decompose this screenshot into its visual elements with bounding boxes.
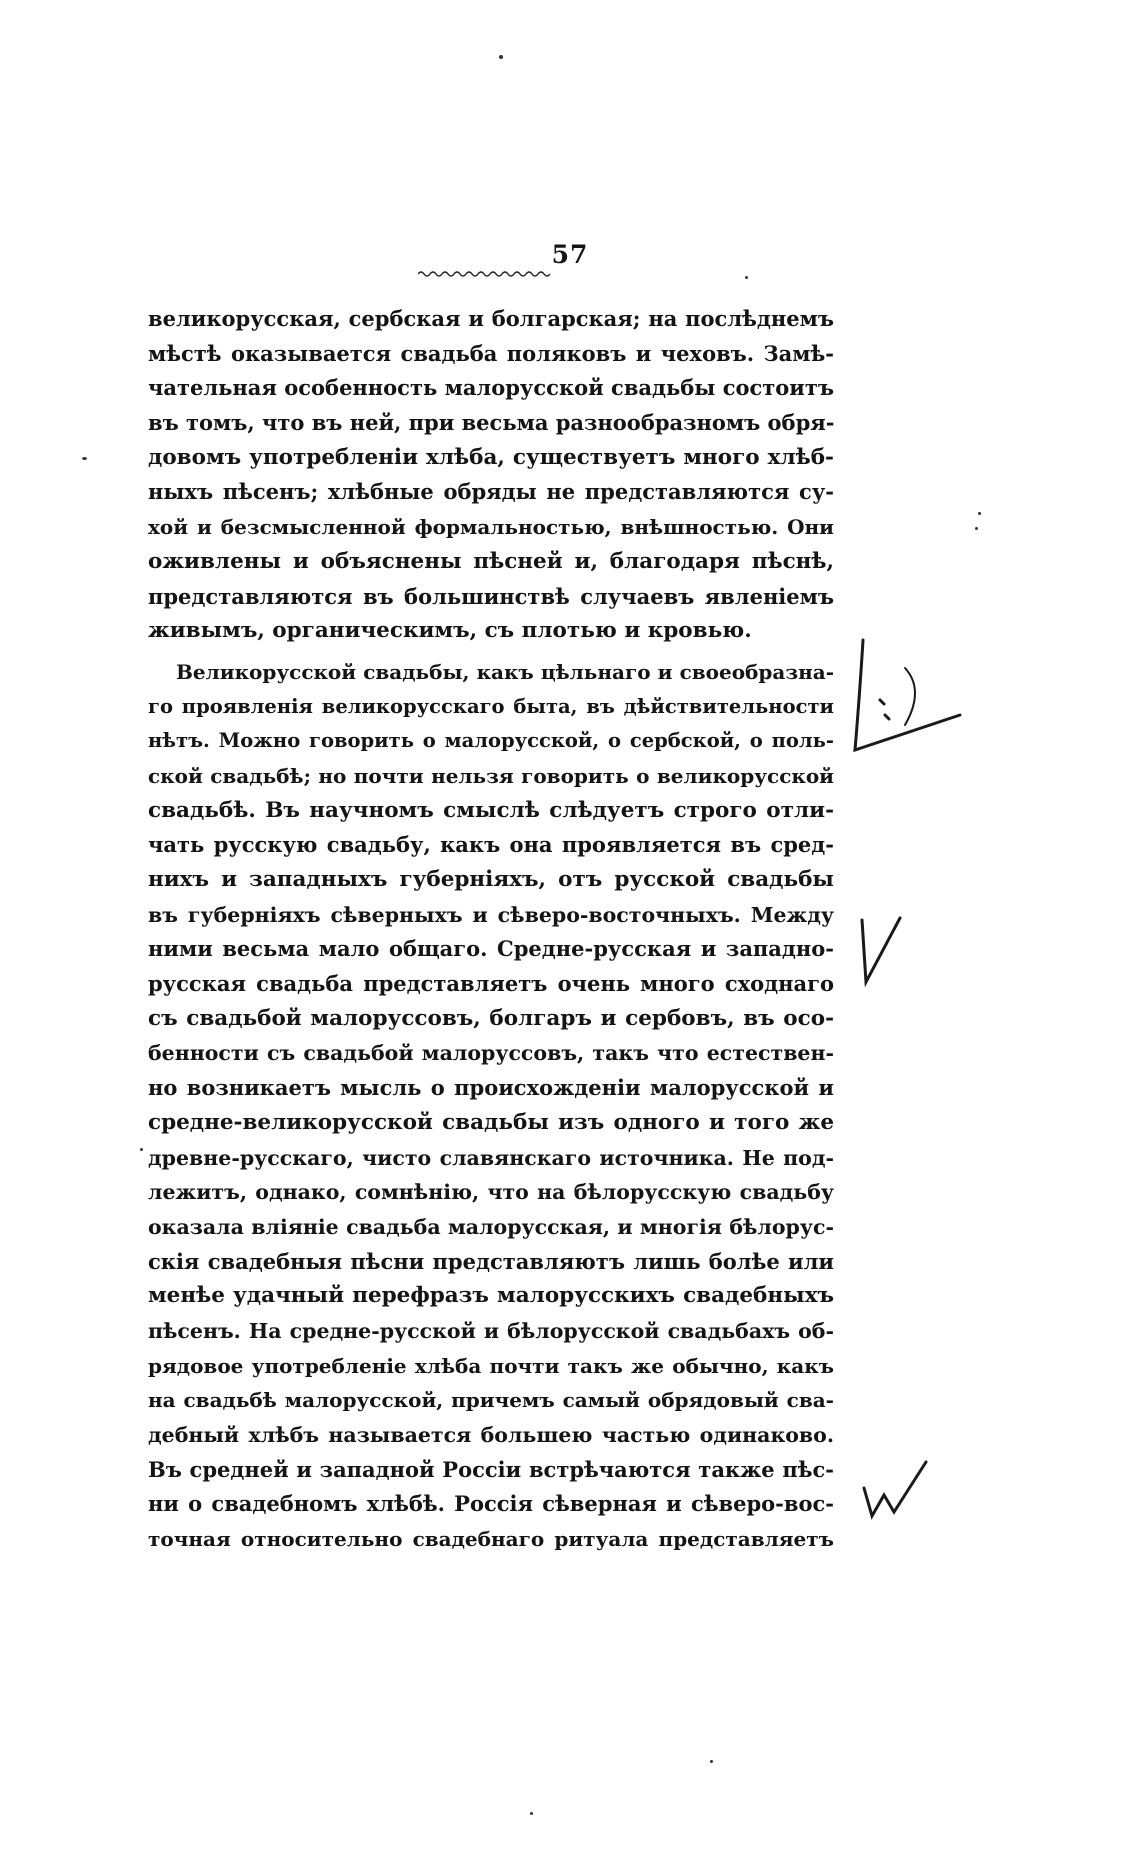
text-line: дебный хлѣбъ называется большею частью одинаково. <box>148 1423 834 1447</box>
text-line: оказала вліяніе свадьба малорусская, и многія бѣлорус- <box>148 1214 834 1239</box>
text-line: нѣтъ. Можно говорить о малорусской, о сербской, о поль- <box>148 729 834 753</box>
paper-speck <box>140 1148 143 1151</box>
text-line: лежитъ, однако, сомнѣнію, что на бѣлорусскую свадьбу <box>148 1180 834 1205</box>
text-line: хой и безсмысленной формальностью, внѣшностью. Они <box>148 515 834 540</box>
text-line: Великорусской свадьбы, какъ цѣльнаго и своеобразна- <box>176 659 834 684</box>
text-line: русская свадьба представляетъ очень много сходнаго <box>148 971 834 997</box>
text-line: скія свадебныя пѣсни представляютъ лишь болѣе или <box>148 1248 834 1274</box>
text-line: нихъ и западныхъ губерніяхъ, отъ русской свадьбы <box>148 867 834 892</box>
body-text <box>148 302 834 1557</box>
text-line: менѣе удачный перефразъ малорусскихъ свадебныхъ <box>148 1283 834 1309</box>
paper-speck <box>978 512 981 515</box>
paper-speck <box>82 457 87 460</box>
text-line: чательная особенность малорусской свадьбы состоитъ <box>148 375 834 401</box>
paragraph-1 <box>148 302 834 649</box>
paper-speck <box>530 1812 533 1815</box>
text-line: го проявленія великорусскаго быта, въ дѣйствительности <box>148 694 834 718</box>
w-check-mark-icon <box>864 1462 926 1516</box>
text-line: ныхъ пѣсенъ; хлѣбные обряды не представляются су- <box>148 479 834 505</box>
page-number: 57 <box>551 240 589 269</box>
paper-speck <box>745 276 748 279</box>
text-line: ними весьма мало общаго. Средне-русская и западно- <box>148 936 834 962</box>
text-line: оживлены и объяснены пѣсней и, благодаря пѣснѣ, <box>148 548 834 574</box>
text-line: мѣстѣ оказывается свадьба поляковъ и чеховъ. Замѣ- <box>148 340 834 366</box>
text-line: рядовое употребленіе хлѣба почти такъ же обычно, какъ <box>148 1353 834 1378</box>
text-line: чать русскую свадьбу, какъ она проявляется въ сред- <box>148 832 834 858</box>
text-line: Въ средней и западной Россіи встрѣчаются также пѣс- <box>148 1456 834 1482</box>
text-line: представляются въ большинствѣ случаевъ явленіемъ <box>148 583 834 609</box>
paragraph-2 <box>148 655 834 1557</box>
text-line: свадьбѣ. Въ научномъ смыслѣ слѣдуетъ строго отли- <box>148 797 834 823</box>
bracket-check-mark-icon <box>855 640 960 750</box>
paper-speck <box>710 1760 713 1763</box>
text-line: бенности съ свадьбой малоруссовъ, такъ что естествен- <box>148 1041 834 1066</box>
check-mark-icon <box>862 918 900 982</box>
text-line: съ свадьбой малоруссовъ, болгаръ и сербовъ, въ осо- <box>148 1005 834 1031</box>
text-line: ской свадьбѣ; но почти нельзя говорить о великорусской <box>148 763 834 788</box>
text-line: средне-великорусской свадьбы изъ одного и того же <box>148 1109 834 1135</box>
page-number-wavy-rule <box>418 270 552 278</box>
text-line: ни о свадебномъ хлѣбѣ. Россія сѣверная и сѣверо-вос- <box>148 1491 834 1517</box>
text-line: довомъ употребленіи хлѣба, существуетъ много хлѣб- <box>148 444 834 470</box>
text-line: древне-русскаго, чисто славянскаго источника. Не под- <box>148 1145 834 1170</box>
paper-speck <box>499 55 503 59</box>
text-line: въ губерніяхъ сѣверныхъ и сѣверо-восточныхъ. Между <box>148 902 834 927</box>
text-line: но возникаетъ мысль о происхожденіи малорусской и <box>148 1075 834 1101</box>
text-line: въ томъ, что въ ней, при весьма разнообразномъ обря- <box>148 410 834 436</box>
text-line: на свадьбѣ малорусской, причемъ самый обрядовый сва- <box>148 1388 834 1413</box>
text-line: великорусская, сербская и болгарская; на послѣднемъ <box>148 306 834 331</box>
paper-speck <box>975 527 978 530</box>
text-line: пѣсенъ. На средне-русской и бѣлорусской свадьбахъ об- <box>148 1318 834 1343</box>
text-line: точная относительно свадебнаго ритуала представляетъ <box>148 1527 834 1552</box>
text-line: живымъ, органическимъ, съ плотью и кровью. <box>148 618 752 644</box>
